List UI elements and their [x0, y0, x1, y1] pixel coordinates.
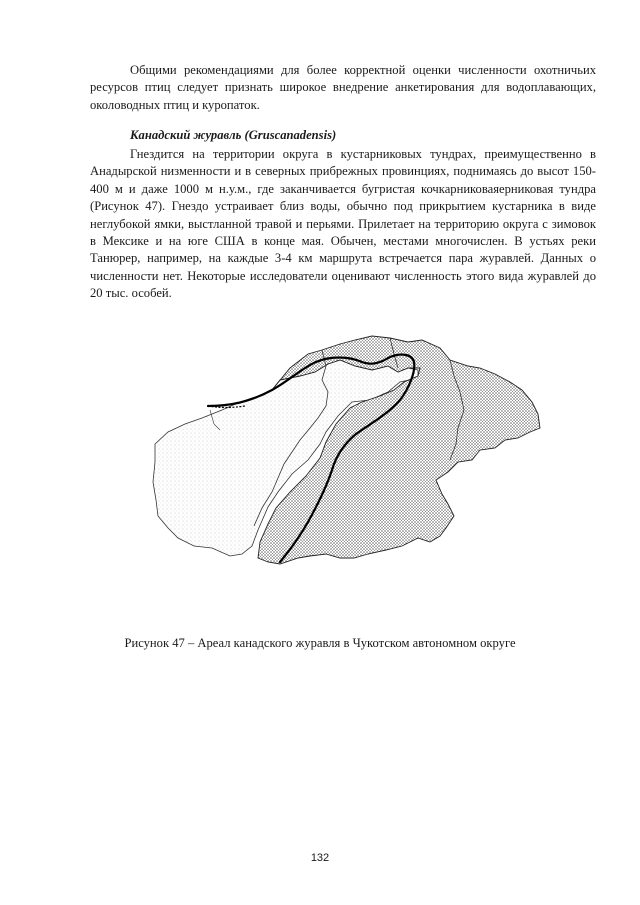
species-heading: [130, 128, 336, 143]
heading-suffix: ): [331, 128, 337, 142]
paragraph-recommendations: Общими рекомендациями для более корректной оценки численности охотничьих ресурсов птиц следует признать широкое внедрение анкетирования для водоплавающих, околоводных птиц и куропаток.: [90, 63, 596, 112]
paragraph-species-description: Гнездится на территории округа в кустарниковых тундрах, преимущественно в Анадырской низменности и в северных прибрежных провинциях, поднимаясь до высот 150-400 м и даже 1000 м н.у.м., где заканчивается бугристая кочкарниковаяерниковая тундра (Рисунок 47). Гнездо устраивает близ воды, обычно под прикрытием кустарника в виде неглубокой ямки, выстланной травой и перьями. Прилетает на территорию округа с зимовок в Мексике и на юге США в конце мая. Обычен, местами многочислен. В устьях реки Танюрер, например, на каждые 3-4 км маршрута встречается пара журавлей. Данных о численности нет. Некоторые исследователи оценивают численность этого вида журавлей до 20 тыс. особей.: [90, 147, 596, 301]
heading-prefix: Канадский журавль (: [130, 128, 249, 142]
page-number: 132: [310, 852, 330, 864]
figure-caption: Рисунок 47 – Ареал канадского журавля в Чукотском автономном округе: [124, 636, 516, 650]
range-map-figure: [150, 332, 555, 567]
heading-latin-name: Gruscanadensis: [248, 128, 332, 142]
